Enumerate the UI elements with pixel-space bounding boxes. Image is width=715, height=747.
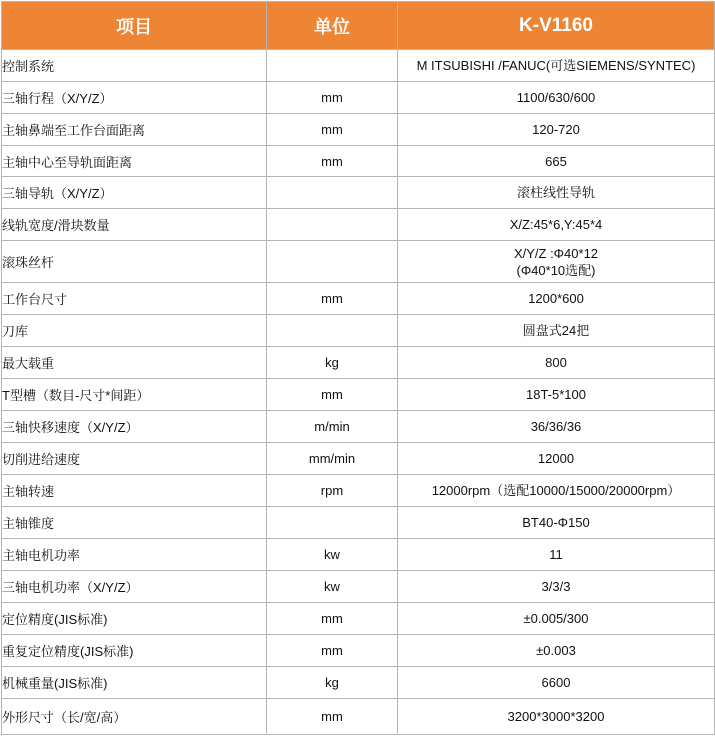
- row-item: 主轴转速: [2, 475, 267, 507]
- row-unit: mm: [267, 699, 398, 735]
- row-item: 主轴电机功率: [2, 539, 267, 571]
- row-value-cell: [398, 347, 715, 379]
- row-value: X/Y/Z :Φ40*12 (Φ40*10选配): [513, 245, 599, 278]
- row-item: 工作台尺寸: [2, 283, 267, 315]
- row-value: 6600: [541, 675, 571, 690]
- row-item: 定位精度(JIS标准): [2, 603, 267, 635]
- row-value: BT40-Φ150: [522, 515, 590, 530]
- row-value-cell: [398, 50, 715, 82]
- table-row: [2, 114, 715, 146]
- row-unit: kw: [267, 571, 398, 603]
- row-value-cell: [398, 475, 715, 507]
- row-value: 120-720: [532, 122, 580, 137]
- spec-table: [1, 1, 715, 735]
- row-item: 三轴行程（X/Y/Z）: [2, 82, 267, 114]
- header-row: [2, 2, 715, 50]
- row-value-cell: [398, 209, 715, 241]
- table-header: [2, 2, 715, 50]
- row-unit: kg: [267, 667, 398, 699]
- row-unit: [267, 241, 398, 283]
- table-body: [2, 50, 715, 735]
- table-row: [2, 475, 715, 507]
- row-value-cell: [398, 114, 715, 146]
- header-item: 项目: [2, 2, 267, 50]
- table-row: [2, 82, 715, 114]
- row-unit: mm: [267, 603, 398, 635]
- row-item: 三轴导轨（X/Y/Z）: [2, 177, 267, 209]
- table-row: [2, 241, 715, 283]
- row-value-cell: [398, 443, 715, 475]
- table-row: [2, 209, 715, 241]
- header-unit: 单位: [267, 2, 398, 50]
- row-item: 刀库: [2, 315, 267, 347]
- row-value-cell: [398, 411, 715, 443]
- row-value-cell: [398, 571, 715, 603]
- row-value-cell: [398, 603, 715, 635]
- row-unit: [267, 50, 398, 82]
- row-value-cell: [398, 146, 715, 177]
- table-row: [2, 177, 715, 209]
- row-value: 665: [545, 153, 567, 169]
- table-row: [2, 443, 715, 475]
- row-unit: mm/min: [267, 443, 398, 475]
- row-value: 12000: [537, 451, 575, 466]
- row-item: 三轴快移速度（X/Y/Z）: [2, 411, 267, 443]
- row-value-cell: [398, 283, 715, 315]
- row-unit: m/min: [267, 411, 398, 443]
- row-item: 外形尺寸（长/宽/高）: [2, 699, 267, 735]
- table-row: [2, 379, 715, 411]
- row-value-cell: [398, 699, 715, 735]
- row-value: 18T-5*100: [526, 387, 586, 402]
- row-value-cell: [398, 507, 715, 539]
- row-value-cell: [398, 241, 715, 283]
- row-value: 3/3/3: [541, 579, 571, 594]
- row-item: 重复定位精度(JIS标准): [2, 635, 267, 667]
- row-value: 1100/630/600: [516, 90, 596, 105]
- row-value: 11: [549, 547, 563, 562]
- row-value-cell: [398, 539, 715, 571]
- row-value-cell: [398, 635, 715, 667]
- row-value: X/Z:45*6,Y:45*4: [509, 217, 603, 232]
- row-item: 滚珠丝杆: [2, 241, 267, 283]
- row-unit: kg: [267, 347, 398, 379]
- row-value: 36/36/36: [530, 419, 582, 434]
- row-value: 12000rpm（选配10000/15000/20000rpm）: [431, 483, 681, 498]
- row-value-cell: [398, 177, 715, 209]
- table-row: [2, 50, 715, 82]
- row-unit: [267, 315, 398, 347]
- table-row: [2, 699, 715, 735]
- row-unit: mm: [267, 379, 398, 411]
- row-unit: [267, 177, 398, 209]
- row-value-cell: [398, 82, 715, 114]
- row-value-cell: [398, 379, 715, 411]
- table-row: [2, 347, 715, 379]
- row-item: T型槽（数目-尺寸*间距）: [2, 379, 267, 411]
- row-unit: rpm: [267, 475, 398, 507]
- header-model: K-V1160: [398, 2, 715, 50]
- row-unit: mm: [267, 114, 398, 146]
- table-row: [2, 539, 715, 571]
- table-row: [2, 315, 715, 347]
- row-item: 主轴鼻端至工作台面距离: [2, 114, 267, 146]
- table-row: [2, 635, 715, 667]
- row-value: 滚柱线性导轨: [516, 185, 595, 200]
- table-row: [2, 283, 715, 315]
- row-unit: kw: [267, 539, 398, 571]
- row-value-cell: [398, 315, 715, 347]
- row-value: 圆盘式24把: [522, 323, 590, 338]
- row-value: 1200*600: [528, 291, 584, 306]
- row-item: 机械重量(JIS标准): [2, 667, 267, 699]
- row-value: ±0.003: [536, 643, 576, 658]
- row-unit: mm: [267, 146, 398, 177]
- table-row: [2, 411, 715, 443]
- row-item: 主轴锥度: [2, 507, 267, 539]
- row-unit: [267, 209, 398, 241]
- row-unit: mm: [267, 283, 398, 315]
- row-item: 切削进给速度: [2, 443, 267, 475]
- table-row: [2, 603, 715, 635]
- row-value: M ITSUBISHI /FANUC(可选SIEMENS/SYNTEC): [416, 58, 696, 73]
- row-item: 最大载重: [2, 347, 267, 379]
- row-value-cell: [398, 667, 715, 699]
- row-value: 3200*3000*3200: [507, 709, 605, 724]
- table-row: [2, 571, 715, 603]
- table-row: [2, 146, 715, 177]
- row-unit: mm: [267, 635, 398, 667]
- row-value: ±0.005/300: [523, 611, 589, 626]
- row-item: 三轴电机功率（X/Y/Z）: [2, 571, 267, 603]
- row-item: 线轨宽度/滑块数量: [2, 209, 267, 241]
- row-unit: mm: [267, 82, 398, 114]
- row-unit: [267, 507, 398, 539]
- row-item: 主轴中心至导轨面距离: [2, 146, 267, 177]
- table-row: [2, 667, 715, 699]
- row-value: 800: [545, 355, 567, 370]
- row-item: 控制系统: [2, 50, 267, 82]
- table-row: [2, 507, 715, 539]
